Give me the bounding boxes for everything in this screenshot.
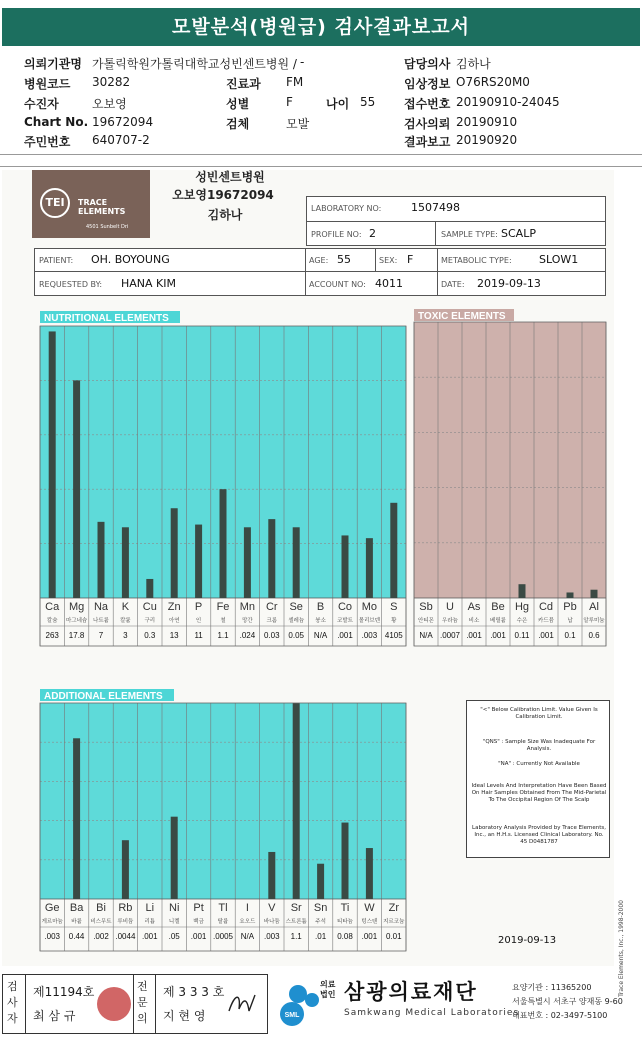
age-value: 55 bbox=[337, 253, 351, 266]
element-result: .0005 bbox=[212, 932, 234, 941]
sample-label: SAMPLE TYPE: bbox=[441, 230, 498, 239]
element-result: 1.1 bbox=[290, 932, 302, 941]
element-korean-name: 셀레늄 bbox=[288, 618, 305, 624]
chart-background bbox=[40, 703, 406, 899]
element-result: 0.44 bbox=[68, 932, 85, 941]
element-symbol: Na bbox=[93, 601, 109, 613]
metabolic-value: SLOW1 bbox=[539, 253, 579, 266]
element-result: .001 bbox=[190, 932, 207, 941]
lab-no-value: 1507498 bbox=[411, 201, 460, 214]
chart-bar-fe bbox=[220, 489, 227, 598]
element-result: 3 bbox=[123, 631, 128, 640]
chart-bar-na bbox=[98, 522, 105, 598]
note-below-limit: "<" Below Calibration Limit. Value Given Is Calibration Limit. bbox=[480, 707, 598, 721]
element-symbol: Mo bbox=[361, 601, 378, 613]
lab-logo-text: TRACE ELEMENTS bbox=[78, 198, 126, 216]
element-korean-name: 게르마늄 bbox=[41, 919, 63, 925]
element-symbol: Co bbox=[337, 601, 353, 613]
chart-bar-w bbox=[366, 848, 373, 899]
header-value: 20190920 bbox=[456, 133, 518, 147]
header-label: 주민번호 bbox=[24, 135, 71, 149]
element-symbol: Zr bbox=[388, 902, 399, 914]
specialist-license: 제 3 3 3 호 bbox=[163, 985, 225, 999]
element-korean-name: 크롬 bbox=[266, 618, 278, 624]
chart-bar-mg bbox=[73, 380, 80, 598]
chart-bar-cu bbox=[146, 579, 153, 598]
element-symbol: Tl bbox=[218, 902, 228, 914]
element-result: .003 bbox=[361, 631, 378, 640]
header-value: 모발 bbox=[286, 117, 310, 131]
element-korean-name: 마그네슘 bbox=[65, 618, 88, 624]
chart-title: NUTRITIONAL ELEMENTS bbox=[44, 313, 169, 324]
header-value: 640707-2 bbox=[92, 133, 150, 147]
examiner-seal bbox=[97, 987, 131, 1021]
profile-label: PROFILE NO: bbox=[311, 230, 362, 239]
element-result: .002 bbox=[93, 932, 109, 941]
chart-bar-hg bbox=[519, 584, 526, 598]
element-korean-name: 납 bbox=[567, 618, 573, 624]
chart-title: TOXIC ELEMENTS bbox=[418, 311, 506, 322]
element-symbol: Ca bbox=[45, 601, 60, 613]
element-symbol: V bbox=[268, 902, 276, 914]
element-korean-name: 철 bbox=[220, 618, 226, 624]
chart-bar-sn bbox=[317, 864, 324, 899]
header-label: 진료과 bbox=[226, 77, 261, 91]
element-result: .003 bbox=[264, 932, 280, 941]
element-korean-name: 칼슘 bbox=[46, 618, 58, 624]
element-symbol: Sr bbox=[290, 902, 302, 914]
header-label: 임상정보 bbox=[404, 77, 451, 91]
header-label: 담당의사 bbox=[404, 57, 451, 71]
chart-bar-k bbox=[122, 527, 129, 598]
sex-value: F bbox=[407, 253, 414, 266]
element-korean-name: 백금 bbox=[193, 919, 204, 925]
element-result: N/A bbox=[419, 631, 433, 640]
element-symbol: S bbox=[390, 601, 398, 613]
report-title: 모발분석(병원급) 검사결과보고서 bbox=[2, 8, 640, 46]
sample-value: SCALP bbox=[501, 227, 536, 240]
element-symbol: B bbox=[316, 601, 325, 613]
element-result: .0007 bbox=[439, 631, 461, 640]
org-name: 삼광의료재단 bbox=[344, 980, 478, 1004]
element-korean-name: 리튬 bbox=[144, 919, 156, 925]
element-symbol: W bbox=[364, 902, 375, 914]
element-symbol: Fe bbox=[216, 601, 230, 613]
org-name-english: Samkwang Medical Laboratories bbox=[344, 1008, 520, 1018]
element-result: .001 bbox=[466, 631, 482, 640]
profile-value: 2 bbox=[369, 227, 376, 240]
element-symbol: Sn bbox=[313, 902, 328, 914]
header-value: 오보영 bbox=[92, 97, 127, 111]
element-symbol: Cr bbox=[265, 601, 278, 613]
header-label: 접수번호 bbox=[404, 97, 451, 111]
element-result: N/A bbox=[313, 631, 328, 640]
element-symbol: Rb bbox=[118, 902, 133, 914]
element-korean-name: 티타늄 bbox=[337, 919, 353, 925]
element-result: .0044 bbox=[115, 932, 136, 941]
element-symbol: U bbox=[446, 601, 454, 613]
date-label: DATE: bbox=[441, 280, 465, 289]
element-korean-name: 바륨 bbox=[71, 919, 82, 925]
element-symbol: Mg bbox=[68, 601, 85, 613]
element-symbol: Pb bbox=[563, 601, 577, 613]
lab-no-label: LABORATORY NO: bbox=[311, 204, 382, 213]
element-result: 0.05 bbox=[288, 631, 304, 640]
element-symbol: Pt bbox=[193, 902, 204, 914]
stamp-hospital: 성빈센트병원 bbox=[195, 170, 265, 184]
specialist-signature bbox=[225, 989, 259, 1019]
org-address: 서울특별시 서초구 양재동 9-60 bbox=[512, 997, 623, 1006]
element-symbol: As bbox=[467, 601, 481, 613]
chart-bar-mn bbox=[244, 527, 251, 598]
element-result: .001 bbox=[538, 631, 554, 640]
header-value: 55 bbox=[360, 95, 376, 109]
chart-bar-ti bbox=[342, 823, 349, 899]
element-korean-name: 몰리브덴 bbox=[358, 618, 381, 624]
header-label: 수진자 bbox=[24, 97, 59, 111]
chart-bar-pb bbox=[567, 592, 574, 598]
chart-bar-al bbox=[591, 590, 598, 598]
element-result: .024 bbox=[239, 631, 256, 640]
header-value: 김하나 bbox=[456, 57, 491, 71]
header-value: 가톨릭학원가톨릭대학교성빈센트병원 / bbox=[92, 57, 297, 71]
requested-label: REQUESTED BY: bbox=[39, 280, 103, 289]
notes-box bbox=[466, 700, 610, 858]
header-label: Chart No. bbox=[24, 115, 89, 129]
header-value: - bbox=[300, 55, 305, 69]
chart-bar-co bbox=[342, 535, 349, 598]
examiner-label: 검사자 bbox=[7, 980, 18, 1025]
chart-bar-ba bbox=[73, 738, 80, 899]
age-label: AGE: bbox=[309, 256, 329, 265]
chart-bar-rb bbox=[122, 840, 129, 899]
element-symbol: Bi bbox=[96, 902, 106, 914]
report-date-bottom: 2019-09-13 bbox=[498, 935, 557, 946]
element-symbol: Hg bbox=[514, 601, 530, 613]
element-korean-name: 우라늄 bbox=[442, 618, 458, 624]
element-result: .001 bbox=[361, 932, 378, 941]
element-korean-name: 수은 bbox=[516, 618, 528, 624]
element-result: .003 bbox=[44, 932, 60, 941]
chart-bar-cr bbox=[268, 519, 275, 598]
element-korean-name: 바나듐 bbox=[263, 919, 280, 925]
header-value: FM bbox=[286, 75, 304, 89]
element-korean-name: 베릴륨 bbox=[490, 618, 506, 624]
element-symbol: Cd bbox=[538, 601, 554, 613]
metabolic-label: METABOLIC TYPE: bbox=[441, 256, 512, 265]
header-value: F bbox=[286, 95, 293, 109]
header-value: 30282 bbox=[92, 75, 131, 89]
element-symbol: Li bbox=[145, 902, 155, 914]
chart-bar-zn bbox=[171, 508, 178, 598]
element-result: .05 bbox=[168, 932, 180, 941]
element-symbol: Sb bbox=[419, 601, 433, 613]
patient-label: PATIENT: bbox=[39, 256, 74, 265]
element-result: 11 bbox=[194, 631, 203, 640]
org-code: 요양기관 : 11365200 bbox=[512, 983, 592, 992]
element-korean-name: 인 bbox=[195, 618, 202, 624]
element-korean-name: 텅스텐 bbox=[361, 919, 378, 925]
element-korean-name: 니켈 bbox=[168, 919, 180, 925]
element-korean-name: 지르코늄 bbox=[383, 919, 405, 925]
element-symbol: I bbox=[245, 902, 249, 914]
copyright-side: Trace Elements, Inc., 1998-2000 bbox=[618, 900, 625, 997]
element-korean-name: 카드뮴 bbox=[538, 618, 554, 624]
element-korean-name: 루비듐 bbox=[117, 919, 134, 925]
element-symbol: Ti bbox=[340, 902, 350, 914]
element-result: N/A bbox=[240, 932, 255, 941]
element-symbol: Mn bbox=[239, 601, 256, 613]
header-value: 20190910-24045 bbox=[456, 95, 560, 109]
header-label: 나이 bbox=[326, 97, 350, 111]
examiner-license: 제11194호 bbox=[33, 985, 95, 999]
specialist-name: 지 현 영 bbox=[163, 1009, 206, 1023]
element-result: 0.08 bbox=[337, 932, 353, 941]
element-korean-name: 안티몬 bbox=[418, 618, 434, 624]
chart-bar-ca bbox=[49, 331, 56, 598]
chart-bar-se bbox=[293, 527, 300, 598]
sex-label: SEX: bbox=[379, 256, 398, 265]
element-korean-name: 망간 bbox=[242, 618, 253, 624]
element-korean-name: 나트륨 bbox=[93, 618, 109, 624]
header-label: 검사의뢰 bbox=[404, 117, 451, 131]
element-symbol: Ni bbox=[169, 902, 180, 914]
examiner-name: 최 삼 규 bbox=[33, 1009, 76, 1023]
header-label: 성별 bbox=[226, 97, 250, 111]
element-symbol: Ge bbox=[44, 902, 60, 914]
element-korean-name: 아연 bbox=[168, 618, 180, 624]
element-result: 0.11 bbox=[514, 631, 530, 640]
element-korean-name: 코발트 bbox=[337, 618, 353, 624]
stamp-patient: 오보영19672094 bbox=[172, 188, 274, 202]
element-korean-name: 스트론튬 bbox=[285, 919, 307, 925]
element-symbol: K bbox=[121, 601, 130, 613]
element-korean-name: 비소 bbox=[468, 618, 480, 624]
stamp-doctor: 김하나 bbox=[207, 208, 243, 222]
element-result: 4105 bbox=[384, 631, 403, 640]
element-result: .001 bbox=[337, 631, 353, 640]
header-value: 20190910 bbox=[456, 115, 518, 129]
lab-logo-address: 4501 Sunbelt Dri bbox=[86, 224, 129, 230]
lab-logo-mark: TEI bbox=[40, 188, 70, 218]
note-ideal-levels: Ideal Levels And Interpretation Have Been Based On Hair Samples Obtained From The Mid-Parietal To The Occipital Region Of The Scalp bbox=[471, 783, 607, 804]
element-result: 1.1 bbox=[217, 631, 229, 640]
element-symbol: Zn bbox=[167, 601, 181, 613]
element-result: .001 bbox=[490, 631, 506, 640]
element-symbol: Ba bbox=[69, 902, 84, 914]
header-label: 검체 bbox=[226, 117, 250, 131]
element-result: 0.6 bbox=[588, 631, 600, 640]
patient-value: OH. BOYOUNG bbox=[91, 253, 170, 266]
chart-bar-s bbox=[390, 503, 397, 598]
chart-bar-mo bbox=[366, 538, 373, 598]
sml-logo-text: SML bbox=[284, 1012, 300, 1019]
element-korean-name: 황 bbox=[391, 618, 397, 624]
note-qns: "QNS" : Sample Size Was Inadequate For Analysis. bbox=[482, 739, 596, 753]
header-label: 의뢰기관명 bbox=[24, 57, 82, 71]
element-symbol: Se bbox=[289, 601, 303, 613]
note-lab-provider: Laboratory Analysis Provided by Trace Elements, Inc., an H.H.s. Licensed Clinical Laboratory. No. 45 D0481787 bbox=[472, 825, 606, 846]
element-korean-name: 칼륨 bbox=[120, 618, 131, 624]
element-symbol: P bbox=[194, 601, 203, 613]
element-result: 0.1 bbox=[564, 631, 576, 640]
signature-box bbox=[2, 974, 268, 1034]
note-na: "NA" : Currently Not Available bbox=[498, 761, 580, 767]
chart-title: ADDITIONAL ELEMENTS bbox=[44, 691, 163, 702]
element-symbol: Al bbox=[589, 601, 599, 613]
element-korean-name: 알루미늄 bbox=[583, 618, 605, 624]
element-result: 0.3 bbox=[144, 631, 156, 640]
element-symbol: Cu bbox=[142, 601, 157, 613]
element-symbol: Be bbox=[491, 601, 505, 613]
element-korean-name: 비스무트 bbox=[90, 919, 112, 925]
element-result: .001 bbox=[142, 932, 158, 941]
element-result: 17.8 bbox=[68, 631, 85, 640]
element-result: .01 bbox=[315, 932, 327, 941]
date-value: 2019-09-13 bbox=[477, 277, 541, 290]
element-korean-name: 요오드 bbox=[239, 919, 256, 925]
element-result: 0.01 bbox=[386, 932, 402, 941]
specialist-label: 전문의 bbox=[137, 980, 148, 1025]
org-phone: 대표번호 : 02-3497-5100 bbox=[512, 1011, 608, 1020]
chart-bar-p bbox=[195, 525, 202, 598]
chart-bar-ni bbox=[171, 817, 178, 899]
element-korean-name: 주석 bbox=[315, 919, 326, 925]
element-result: 13 bbox=[169, 631, 179, 640]
element-result: 263 bbox=[45, 631, 59, 640]
header-value: O76RS20M0 bbox=[456, 75, 530, 89]
org-type: 의료법인 bbox=[320, 980, 336, 999]
header-label: 결과보고 bbox=[404, 135, 451, 149]
element-result: 7 bbox=[98, 631, 104, 640]
header-label: 병원코드 bbox=[24, 77, 71, 91]
header-value: 19672094 bbox=[92, 115, 154, 129]
element-result: 0.03 bbox=[264, 631, 280, 640]
element-korean-name: 탈륨 bbox=[217, 919, 229, 925]
chart-bar-sr bbox=[293, 703, 300, 899]
account-value: 4011 bbox=[375, 277, 403, 290]
requested-value: HANA KIM bbox=[121, 277, 176, 290]
account-label: ACCOUNT NO: bbox=[309, 280, 366, 289]
chart-bar-v bbox=[268, 852, 275, 899]
element-korean-name: 붕소 bbox=[315, 618, 326, 624]
element-korean-name: 구리 bbox=[144, 618, 156, 624]
